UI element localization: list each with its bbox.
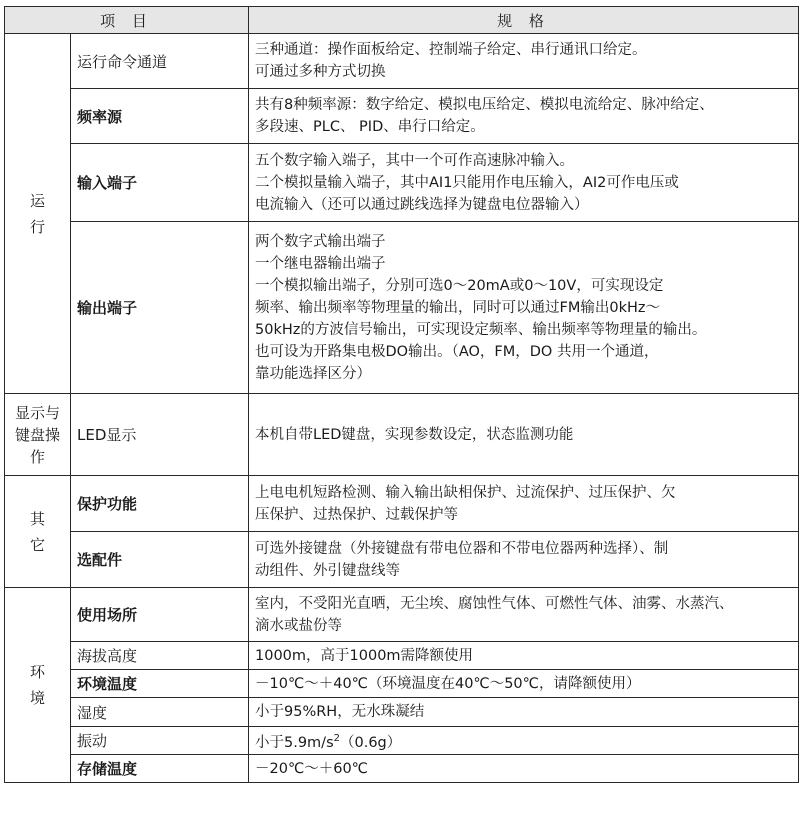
group-display-label-2: 键盘操 [14,425,60,444]
vibration-exponent: 2 [333,732,340,744]
item-vibration: 振动 [71,727,249,755]
spec-storage-temp: －20℃～＋60℃ [249,755,799,783]
spec-ambient-temp: －10℃～＋40℃（环境温度在40℃～50℃，请降额使用） [249,670,799,698]
item-protection: 保护功能 [71,476,249,532]
item-humidity: 湿度 [71,698,249,727]
group-other-label-1: 其 [29,509,45,528]
spec-site [249,588,799,642]
table-row [5,727,799,755]
spec-freq-source [249,89,799,144]
spec-line: 五个数字输入端子，其中一个可作高速脉冲输入。 [255,152,574,169]
spec-line: 三种通道：操作面板给定、控制端子给定、串行通讯口给定。 [255,42,647,58]
header-item: 项 目 [5,7,249,34]
item-output-terminal: 输出端子 [71,222,249,394]
table-row [5,755,799,783]
group-env-label-2: 境 [29,689,45,707]
spec-output-terminal [249,222,799,394]
item-storage-temp: 存储温度 [71,755,249,783]
spec-line: 室内，不受阳光直晒，无尘埃、腐蚀性气体、可燃性气体、油雾、水蒸汽、 [255,595,734,612]
table-row [5,670,799,698]
spec-line: 靠功能选择区分） [255,365,371,382]
group-run-label-1: 运 [29,191,45,210]
spec-line: 滴水或盐份等 [255,617,342,634]
spec-line: 频率、输出频率等物理量的输出，同时可以通过FM输出0kHz～ [255,299,660,316]
group-other [5,476,71,588]
spec-line: 压保护、过热保护、过载保护等 [255,506,458,523]
item-run-command: 运行命令通道 [71,34,249,89]
spec-led-display [249,394,799,476]
table-row [5,394,799,476]
table-row [5,144,799,222]
group-env-label-1: 环 [29,663,45,681]
item-ambient-temp: 环境温度 [71,670,249,698]
vibration-value: 小于5.9m/s [255,734,334,751]
spec-options [249,532,799,588]
spec-line: 动组件、外引键盘线等 [255,562,400,579]
spec-line: 上电电机短路检测、输入输出缺相保护、过流保护、过压保护、欠 [255,484,676,501]
table-row [5,89,799,144]
spec-protection [249,476,799,532]
group-run [5,34,71,394]
table-header-row [5,7,799,34]
spec-run-command [249,34,799,89]
spec-line: 一个模拟输出端子，分别可选0～20mA或0～10V，可实现设定 [255,277,664,294]
item-freq-source: 频率源 [71,89,249,144]
spec-line: 50kHz的方波信号输出，可实现设定频率、输出频率等物理量的输出。 [255,321,707,338]
table-row [5,532,799,588]
spec-line: 可通过多种方式切换 [255,64,386,80]
spec-humidity: 小于95%RH，无水珠凝结 [249,698,799,727]
specification-table [4,6,799,783]
item-led-display: LED显示 [71,394,249,476]
item-site: 使用场所 [71,588,249,642]
item-input-terminal: 输入端子 [71,144,249,222]
spec-line: 多段速、PLC、 PID、串行口给定。 [255,119,485,135]
table-row [5,588,799,642]
table-row [5,476,799,532]
item-options: 选配件 [71,532,249,588]
spec-line: 电流输入（还可以通过跳线选择为键盘电位器输入） [255,196,589,213]
spec-line: 二个模拟量输入端子，其中AI1只能用作电压输入，AI2可作电压或 [255,174,679,191]
header-spec: 规 格 [249,7,799,34]
group-display-label-3: 作 [29,447,45,466]
spec-line: 一个继电器输出端子 [255,255,386,272]
table-row [5,642,799,670]
group-other-label-2: 它 [29,535,45,554]
group-environment [5,588,71,783]
spec-line: 两个数字式输出端子 [255,233,386,250]
table-row [5,34,799,89]
item-altitude: 海拔高度 [71,642,249,670]
group-run-label-2: 行 [29,217,45,236]
table-row [5,698,799,727]
spec-line: 本机自带LED键盘，实现参数设定，状态监测功能 [255,426,574,443]
group-display-label-1: 显示与 [14,403,60,422]
spec-vibration [249,727,799,755]
spec-line: 共有8种频率源：数字给定、模拟电压给定、模拟电流给定、脉冲给定、 [255,97,714,113]
group-display [5,394,71,476]
table-row [5,222,799,394]
spec-input-terminal [249,144,799,222]
spec-line: 可选外接键盘（外接键盘有带电位器和不带电位器两种选择）、制 [255,540,669,557]
spec-altitude: 1000m，高于1000m需降额使用 [249,642,799,670]
vibration-g: （0.6g） [340,734,402,751]
spec-line: 也可设为开路集电极DO输出。（AO，FM，DO 共用一个通道， [255,343,659,360]
